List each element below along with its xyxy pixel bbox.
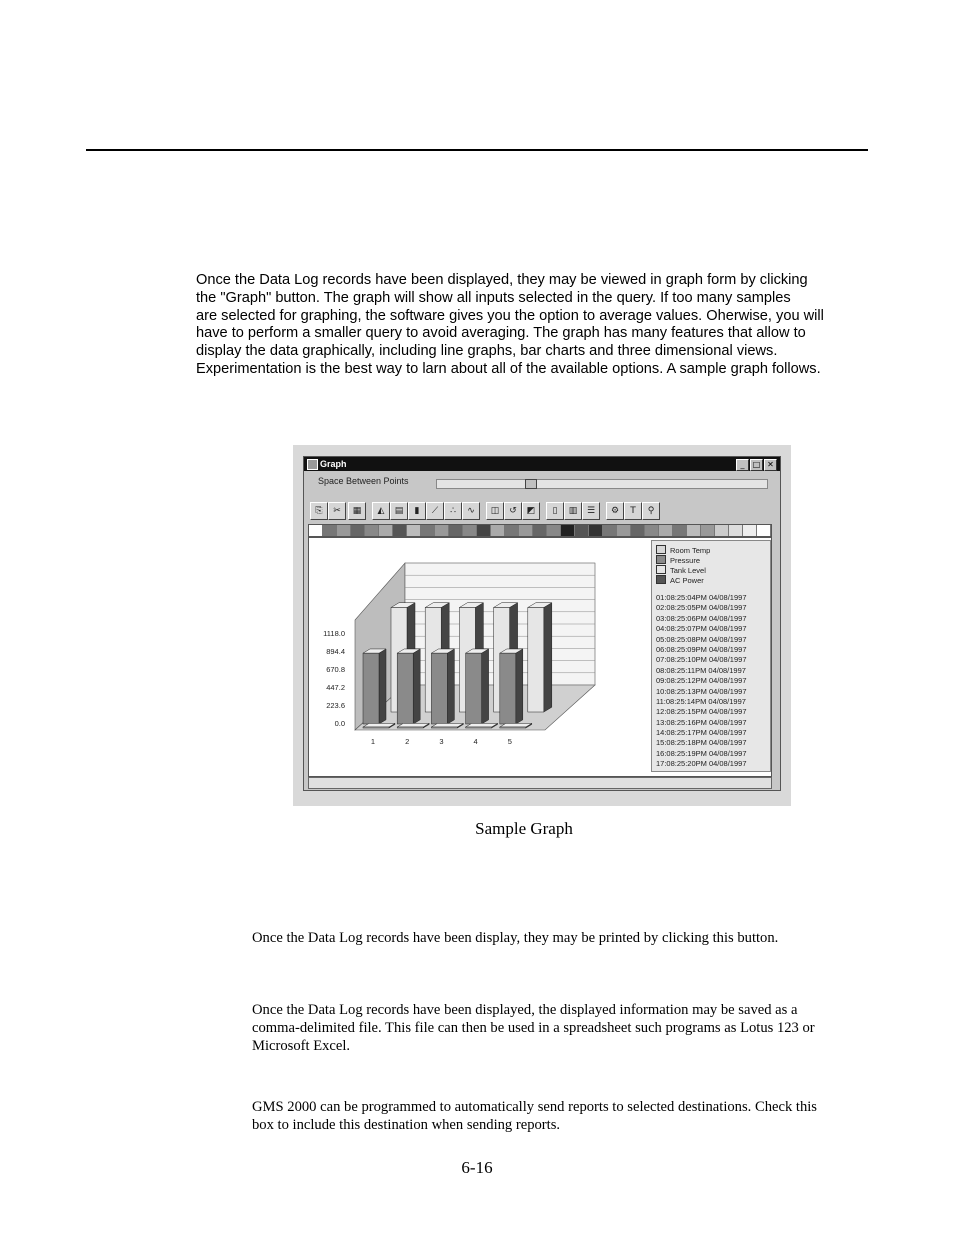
bar-tank-level-side bbox=[544, 603, 552, 712]
toolbar-gantt-icon[interactable]: ▤ bbox=[390, 502, 408, 520]
toolbar-curve-icon[interactable]: ∿ bbox=[462, 502, 480, 520]
legend-item-ac-power bbox=[656, 575, 704, 585]
bar-room-temp-top bbox=[397, 723, 429, 727]
x-tick-label: 1 bbox=[370, 737, 376, 746]
save-paragraph bbox=[252, 1001, 872, 1056]
timestamp-item: 06:08:25:09PM 04/08/1997 bbox=[656, 644, 747, 654]
bar-room-temp bbox=[500, 727, 526, 728]
print-paragraph bbox=[252, 929, 872, 947]
save-line: Microsoft Excel. bbox=[252, 1038, 351, 1055]
toolbar-zoom-icon[interactable]: ⚲ bbox=[642, 502, 660, 520]
toolbar-line-chart-icon[interactable]: ⟋ bbox=[426, 502, 444, 520]
bar-room-temp-top bbox=[363, 723, 395, 727]
timestamp-item: 04:08:25:07PM 04/08/1997 bbox=[656, 624, 747, 634]
bar-pressure-side bbox=[379, 649, 386, 724]
bar-room-temp-top bbox=[500, 723, 532, 727]
timestamp-item: 09:08:25:12PM 04/08/1997 bbox=[656, 676, 747, 686]
timestamp-item: 11:08:25:14PM 04/08/1997 bbox=[656, 696, 746, 706]
space-between-points-row bbox=[304, 473, 780, 491]
y-tick-label: 0.0 bbox=[334, 719, 345, 728]
timestamp-item: 12:08:25:15PM 04/08/1997 bbox=[656, 707, 747, 717]
intro-line: display the data graphically, including line graphs, bar charts and three dimensional views. bbox=[196, 343, 778, 360]
toolbar-area-chart-icon[interactable]: ◭ bbox=[372, 502, 390, 520]
toolbar-perspective-icon[interactable]: ◩ bbox=[522, 502, 540, 520]
report-line: GMS 2000 can be programmed to automatically send reports to selected destinations. Check this bbox=[252, 1099, 817, 1115]
page-number: 6-16 bbox=[461, 1158, 493, 1177]
toolbar-grid-icon[interactable]: ▥ bbox=[564, 502, 582, 520]
legend-label: Pressure bbox=[670, 556, 701, 565]
timestamp-item: 07:08:25:10PM 04/08/1997 bbox=[656, 655, 747, 665]
figure-caption: Sample Graph bbox=[475, 819, 573, 838]
timestamp-item: 16:08:25:19PM 04/08/1997 bbox=[656, 748, 747, 758]
x-tick-label: 5 bbox=[507, 737, 512, 746]
bar-room-temp-top bbox=[431, 723, 463, 727]
timestamp-item: 15:08:25:18PM 04/08/1997 bbox=[656, 738, 747, 748]
toolbar-scatter-icon[interactable]: ∴ bbox=[444, 502, 462, 520]
window-title: Graph bbox=[320, 459, 347, 469]
intro-line: have to perform a smaller query to avoid averaging. The graph has many features that allow to bbox=[196, 325, 806, 342]
bar-pressure bbox=[431, 653, 447, 724]
toolbar-palette-icon[interactable]: ▦ bbox=[348, 502, 366, 520]
bar-room-temp bbox=[466, 727, 492, 728]
horizontal-scrollbar[interactable] bbox=[308, 777, 772, 789]
intro-line: the "Graph" button. The graph will show all inputs selected in the query. If too many samples bbox=[196, 289, 791, 306]
slider-thumb[interactable] bbox=[525, 479, 537, 489]
intro-paragraph bbox=[196, 272, 872, 379]
save-line: comma-delimited file. This file can then be used in a spreadsheet such programs as Lotus 123 or bbox=[252, 1020, 815, 1037]
timestamp-item: 02:08:25:05PM 04/08/1997 bbox=[656, 603, 747, 613]
legend-label: AC Power bbox=[670, 576, 704, 585]
x-tick-label: 4 bbox=[473, 737, 478, 746]
timestamp-item: 14:08:25:17PM 04/08/1997 bbox=[656, 728, 747, 738]
close-button[interactable]: ✕ bbox=[764, 459, 777, 471]
space-between-points-slider[interactable] bbox=[436, 479, 768, 489]
y-tick-label: 447.2 bbox=[326, 682, 345, 692]
intro-line: are selected for graphing, the software gives you the option to average values. Oherwise, you will bbox=[196, 307, 824, 324]
bar-pressure bbox=[397, 653, 413, 724]
bar-room-temp-top bbox=[466, 723, 498, 727]
bar-pressure bbox=[466, 653, 482, 724]
maximize-button[interactable]: □ bbox=[750, 459, 763, 471]
y-tick-label: 670.8 bbox=[326, 664, 345, 674]
legend-item-tank-level bbox=[656, 565, 706, 575]
report-paragraph bbox=[252, 1098, 872, 1134]
toolbar-copy-icon[interactable]: ⎘ bbox=[310, 502, 328, 520]
minimize-button[interactable]: _ bbox=[736, 459, 749, 471]
toolbar-legend-icon[interactable]: ☰ bbox=[582, 502, 600, 520]
timestamp-item: 10:08:25:13PM 04/08/1997 bbox=[656, 686, 747, 696]
print-line: Once the Data Log records have been display, they may be printed by clicking this button. bbox=[252, 930, 779, 946]
x-tick-label: 2 bbox=[405, 737, 410, 746]
plot-area bbox=[308, 537, 772, 777]
intro-line: Experimentation is the best way to larn about all of the available options. A sample graph follows. bbox=[196, 360, 821, 377]
toolbar-bar-chart-icon[interactable]: ▮ bbox=[408, 502, 426, 520]
timestamp-item: 05:08:25:08PM 04/08/1997 bbox=[656, 634, 747, 644]
bar-room-temp bbox=[431, 727, 457, 728]
graph-toolbar bbox=[308, 502, 774, 522]
x-tick-label: 3 bbox=[439, 737, 444, 746]
graph-window bbox=[303, 456, 781, 791]
chart-legend bbox=[651, 540, 771, 772]
header-rule bbox=[86, 149, 868, 151]
legend-label: Room Temp bbox=[670, 546, 711, 555]
save-line: Once the Data Log records have been displayed, the displayed information may be saved as a bbox=[252, 1002, 798, 1018]
bar-pressure-side bbox=[447, 649, 454, 724]
window-titlebar bbox=[304, 457, 780, 471]
y-tick-label: 894.4 bbox=[326, 646, 345, 656]
report-line: box to include this destination when sending reports. bbox=[252, 1117, 561, 1134]
toolbar-page-icon[interactable]: ▯ bbox=[546, 502, 564, 520]
bar-pressure-side bbox=[413, 649, 420, 724]
timestamp-list bbox=[656, 593, 766, 770]
bar-pressure-side bbox=[482, 649, 489, 724]
bar-room-temp bbox=[363, 727, 389, 728]
toolbar-rotate-icon[interactable]: ↺ bbox=[504, 502, 522, 520]
toolbar-cut-icon[interactable]: ✂ bbox=[328, 502, 346, 520]
bar-pressure-side bbox=[516, 649, 523, 724]
legend-label: Tank Level bbox=[670, 566, 706, 575]
timestamp-item: 03:08:25:06PM 04/08/1997 bbox=[656, 613, 747, 623]
legend-item-pressure bbox=[656, 555, 700, 565]
toolbar-text-icon[interactable]: T bbox=[624, 502, 642, 520]
color-palette[interactable] bbox=[308, 524, 772, 537]
graph-screenshot bbox=[293, 445, 791, 806]
system-menu-icon[interactable] bbox=[307, 459, 318, 470]
bar-tank-level bbox=[528, 608, 544, 713]
timestamp-item: 01:08:25:04PM 04/08/1997 bbox=[656, 593, 747, 602]
y-tick-label: 223.6 bbox=[326, 700, 345, 710]
space-between-points-label: Space Between Points bbox=[318, 476, 409, 486]
timestamp-item: 08:08:25:11PM 04/08/1997 bbox=[656, 665, 746, 675]
bar-room-temp bbox=[397, 727, 423, 728]
intro-line: Once the Data Log records have been displayed, they may be viewed in graph form by clicking bbox=[196, 272, 808, 288]
timestamp-item: 17:08:25:20PM 04/08/1997 bbox=[656, 759, 747, 769]
toolbar-tools-icon[interactable]: ⚙ bbox=[606, 502, 624, 520]
bar-chart-3d bbox=[309, 538, 649, 774]
timestamp-item: 13:08:25:16PM 04/08/1997 bbox=[656, 717, 747, 727]
legend-item-room-temp bbox=[656, 545, 710, 555]
bar-pressure bbox=[500, 653, 516, 724]
toolbar-3d-icon[interactable]: ◫ bbox=[486, 502, 504, 520]
bar-pressure bbox=[363, 653, 379, 724]
y-tick-label: 1118.0 bbox=[323, 628, 345, 638]
